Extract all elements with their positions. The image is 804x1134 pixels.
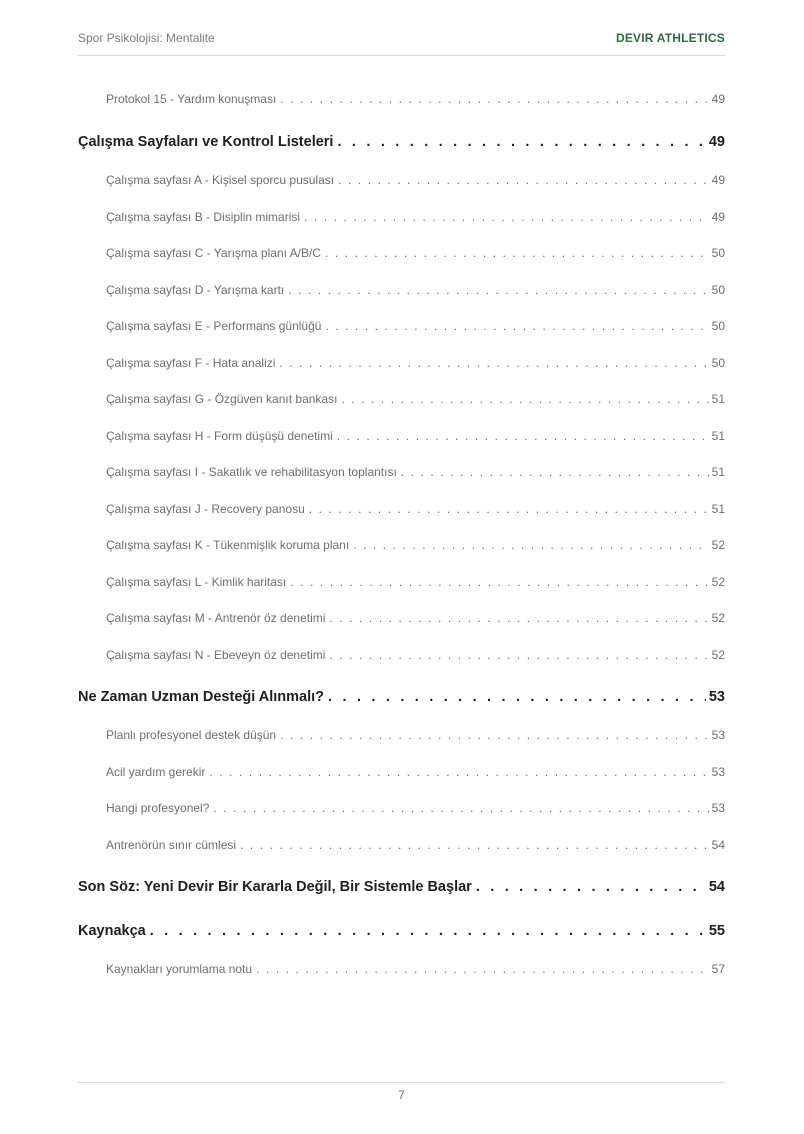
- toc-entry-sub[interactable]: [106, 283, 725, 297]
- toc-entry-page: 53: [711, 765, 725, 779]
- toc-entry-sub[interactable]: [106, 502, 725, 516]
- dot-leader: [353, 538, 708, 552]
- dot-leader: [240, 838, 709, 852]
- toc-entry-label: Hangi profesyonel?: [106, 801, 210, 815]
- toc-entry-label: Çalışma sayfası G - Özgüven kanıt bankası: [106, 392, 338, 406]
- toc-entry-main[interactable]: [78, 879, 725, 895]
- toc-entry-sub[interactable]: [106, 356, 725, 370]
- toc-entry-label: Protokol 15 - Yardım konuşması: [106, 92, 277, 106]
- toc-entry-label: Çalışma sayfası N - Ebeveyn öz denetimi: [106, 648, 326, 662]
- dot-leader: [304, 210, 709, 224]
- dot-leader: [337, 134, 705, 150]
- dot-leader: [256, 962, 709, 976]
- dot-leader: [280, 92, 708, 106]
- toc-entry-label: Çalışma sayfası J - Recovery panosu: [106, 502, 305, 516]
- toc-entry-label: Kaynakça: [78, 923, 146, 939]
- dot-leader: [280, 728, 709, 742]
- toc-entry-label: Çalışma sayfası K - Tükenmişlik koruma planı: [106, 538, 350, 552]
- toc-entry-page: 53: [711, 801, 725, 815]
- dot-leader: [401, 465, 709, 479]
- toc-entry-page: 57: [711, 962, 725, 976]
- toc-entry-label: Çalışma sayfası B - Disiplin mimarisi: [106, 210, 301, 224]
- toc-entry-sub[interactable]: [106, 765, 725, 779]
- dot-leader: [337, 429, 709, 443]
- toc-entry-label: Çalışma Sayfaları ve Kontrol Listeleri: [78, 134, 334, 150]
- dot-leader: [341, 392, 708, 406]
- toc-entry-page: 50: [711, 283, 725, 297]
- toc-entry-page: 49: [711, 92, 725, 106]
- toc-entry-label: Antrenörün sınır cümlesi: [106, 838, 237, 852]
- toc-entry-main[interactable]: [78, 923, 725, 939]
- toc-entry-sub[interactable]: [106, 648, 725, 662]
- dot-leader: [150, 923, 706, 939]
- toc-entry-label: Çalışma sayfası D - Yarışma kartı: [106, 283, 285, 297]
- toc-entry-label: Çalışma sayfası E - Performans günlüğü: [106, 319, 322, 333]
- toc-entry-page: 50: [711, 246, 725, 260]
- toc-entry-label: Son Söz: Yeni Devir Bir Kararla Değil, Bir Sistemle Başlar: [78, 879, 472, 895]
- dot-leader: [213, 801, 708, 815]
- toc-entry-label: Çalışma sayfası A - Kişisel sporcu pusulası: [106, 173, 335, 187]
- toc-entry-page: 49: [708, 134, 725, 150]
- toc-entry-main[interactable]: [78, 134, 725, 150]
- toc-entry-sub[interactable]: [106, 575, 725, 589]
- toc-entry-page: 54: [711, 838, 725, 852]
- dot-leader: [325, 246, 709, 260]
- toc-entry-label: Çalışma sayfası L - Kimlik haritası: [106, 575, 287, 589]
- toc-entry-sub[interactable]: [106, 611, 725, 625]
- toc-entry-main[interactable]: [78, 689, 725, 705]
- toc-entry-sub[interactable]: [106, 538, 725, 552]
- toc-entry-label: Çalışma sayfası F - Hata analizi: [106, 356, 276, 370]
- page-header: [78, 31, 725, 56]
- toc-entry-sub[interactable]: [106, 801, 725, 815]
- toc-entry-page: 52: [711, 575, 725, 589]
- toc-entry-sub[interactable]: [106, 246, 725, 260]
- document-title: Spor Psikolojisi: Mentalite: [78, 31, 215, 45]
- toc-entry-label: Çalışma sayfası I - Sakatlık ve rehabilitasyon toplantısı: [106, 465, 397, 479]
- brand-name: DEVIR ATHLETICS: [615, 31, 725, 45]
- toc-entry-sub[interactable]: [106, 173, 725, 187]
- toc-entry-sub[interactable]: [106, 392, 725, 406]
- toc-entry-sub[interactable]: [106, 838, 725, 852]
- dot-leader: [325, 319, 708, 333]
- toc-entry-label: Çalışma sayfası M - Antrenör öz denetimi: [106, 611, 326, 625]
- toc-entry-page: 54: [708, 879, 725, 895]
- toc-entry-page: 50: [711, 356, 725, 370]
- toc-entry-page: 49: [711, 210, 725, 224]
- toc-entry-page: 52: [711, 538, 725, 552]
- dot-leader: [288, 283, 708, 297]
- dot-leader: [209, 765, 708, 779]
- toc-entry-sub[interactable]: [106, 962, 725, 976]
- toc-entry-page: 51: [711, 465, 725, 479]
- toc-entry-page: 51: [711, 429, 725, 443]
- toc-entry-sub[interactable]: [106, 210, 725, 224]
- toc-entry-sub[interactable]: [106, 92, 725, 106]
- toc-entry-label: Planlı profesyonel destek düşün: [106, 728, 277, 742]
- toc-entry-page: 52: [711, 648, 725, 662]
- toc-entry-sub[interactable]: [106, 728, 725, 742]
- dot-leader: [279, 356, 708, 370]
- dot-leader: [329, 611, 708, 625]
- toc-entry-page: 51: [711, 502, 725, 516]
- toc-entry-sub[interactable]: [106, 429, 725, 443]
- dot-leader: [309, 502, 709, 516]
- toc-entry-page: 52: [711, 611, 725, 625]
- dot-leader: [328, 689, 706, 705]
- toc-entry-sub[interactable]: [106, 319, 725, 333]
- toc-entry-page: 51: [711, 392, 725, 406]
- toc-entry-page: 49: [711, 173, 725, 187]
- toc-entry-label: Ne Zaman Uzman Desteği Alınmalı?: [78, 689, 325, 705]
- toc-entry-label: Çalışma sayfası C - Yarışma planı A/B/C: [106, 246, 321, 260]
- dot-leader: [476, 879, 706, 895]
- toc-entry-page: 53: [711, 728, 725, 742]
- page-number: 7: [398, 1088, 405, 1102]
- toc-entry-sub[interactable]: [106, 465, 725, 479]
- dot-leader: [329, 648, 708, 662]
- toc-entry-label: Acil yardım gerekir: [106, 765, 206, 779]
- dot-leader: [290, 575, 708, 589]
- page-footer: [78, 1082, 725, 1102]
- toc-entry-page: 55: [708, 923, 725, 939]
- toc-entry-label: Kaynakları yorumlama notu: [106, 962, 253, 976]
- toc-entry-page: 53: [708, 689, 725, 705]
- toc-entry-page: 50: [711, 319, 725, 333]
- toc-entry-label: Çalışma sayfası H - Form düşüşü denetimi: [106, 429, 333, 443]
- dot-leader: [338, 173, 709, 187]
